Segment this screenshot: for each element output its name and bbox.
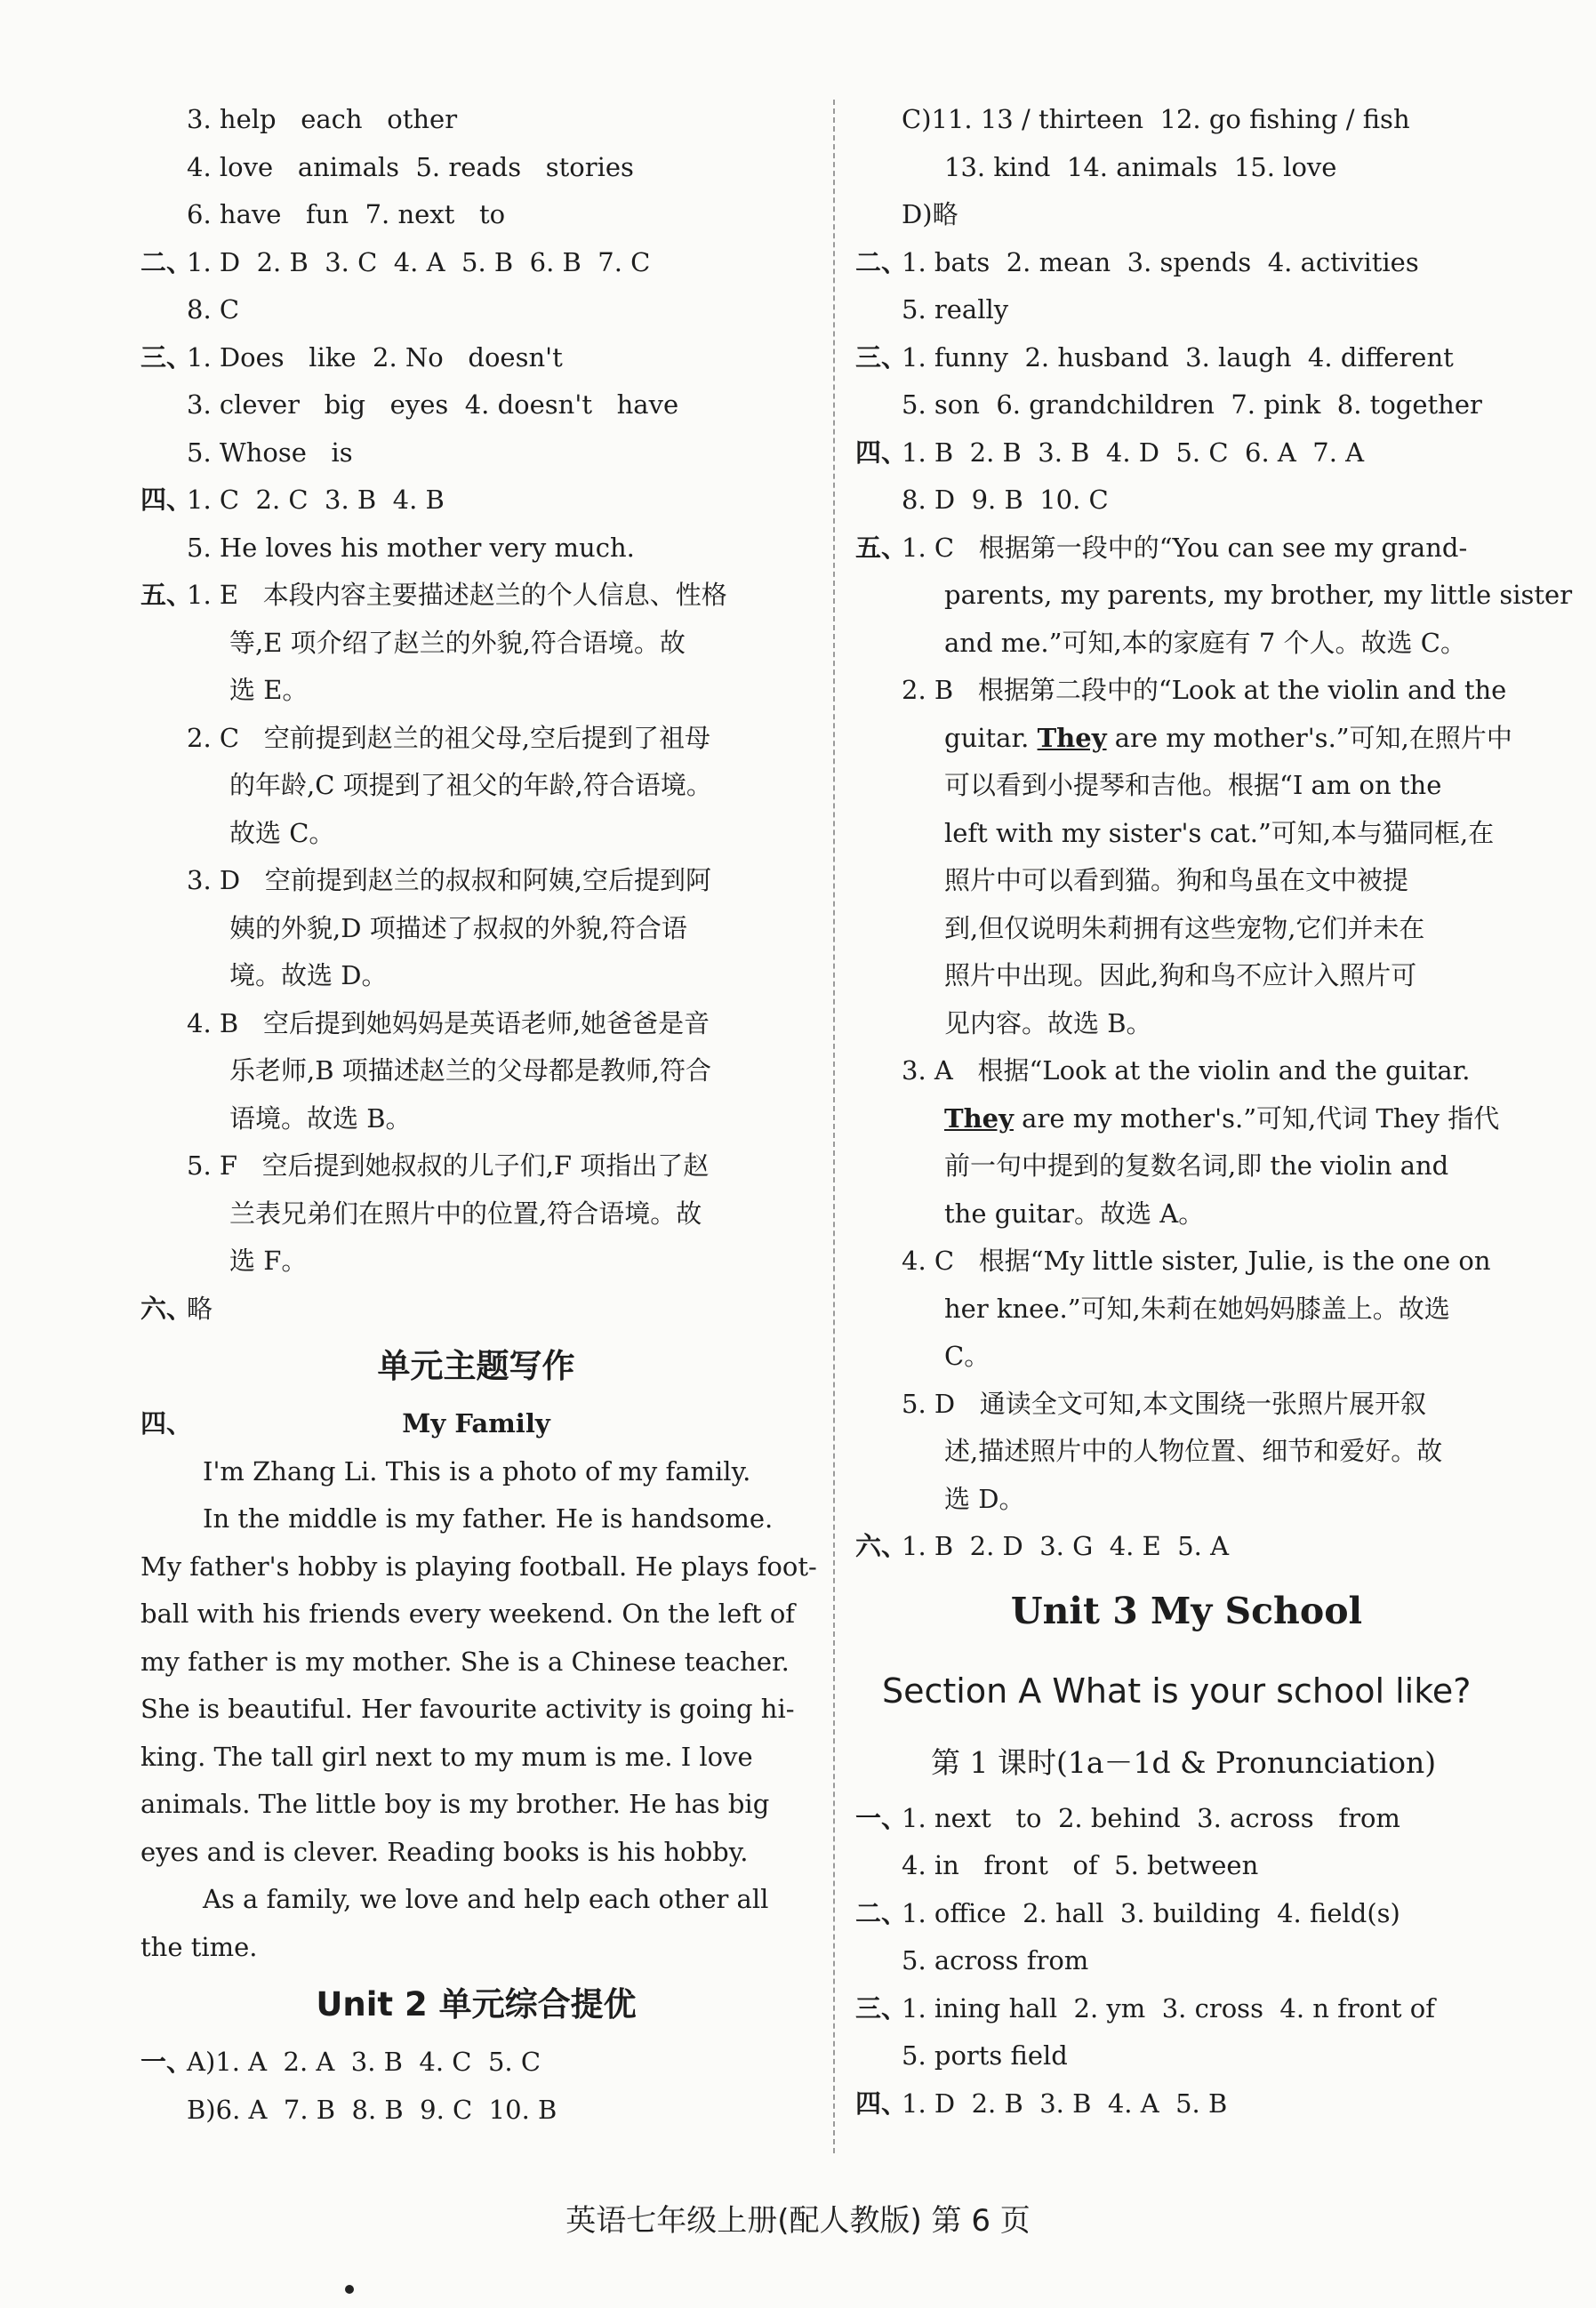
answer-text: 见内容。故选 B。 xyxy=(944,1007,1152,1038)
answer-text: 8. D 9. B 10. C xyxy=(902,485,1109,515)
answer-text: 1. bats 2. mean 3. spends 4. activities xyxy=(902,246,1419,277)
answer-line xyxy=(140,525,812,573)
answer-line xyxy=(855,952,1518,1000)
writing-heading: 单元主题写作 xyxy=(377,1347,575,1385)
answer-line xyxy=(855,239,1518,287)
answer-line xyxy=(140,1095,812,1143)
print-mark xyxy=(345,2285,354,2294)
answer-line xyxy=(855,762,1518,810)
answer-text: 1. C 2. C 3. B 4. B xyxy=(187,485,445,515)
unit2-answers xyxy=(140,2039,812,2134)
question-section-label: 四、 xyxy=(140,485,193,515)
answer-text: 5. He loves his mother very much. xyxy=(187,532,635,563)
answer-text: 1. E 本段内容主要描述赵兰的个人信息、性格 xyxy=(187,580,727,610)
answer-text: animals. The little boy is my brother. He has big xyxy=(140,1789,770,1819)
answer-text: 1. funny 2. husband 3. laugh 4. different xyxy=(902,341,1454,373)
answer-line xyxy=(140,1448,812,1496)
answer-line xyxy=(855,1890,1518,1938)
answer-text: 4. love animals 5. reads stories xyxy=(187,151,634,182)
answer-line xyxy=(140,667,812,715)
answer-line xyxy=(855,1985,1518,2033)
answer-line xyxy=(140,2087,812,2135)
answer-line xyxy=(140,477,812,525)
answer-line xyxy=(855,1523,1518,1571)
answer-line xyxy=(855,572,1573,620)
answer-line xyxy=(140,857,812,905)
answer-text: 1. B 2. D 3. G 4. E 5. A xyxy=(902,1531,1230,1561)
answer-text: 语境。故选 B。 xyxy=(229,1102,412,1134)
answer-line xyxy=(855,1095,1518,1143)
answer-line xyxy=(140,239,812,287)
answer-line xyxy=(140,1686,812,1734)
answer-text: B)6. A 7. B 8. B 9. C 10. B xyxy=(187,2094,557,2125)
answer-text: I'm Zhang Li. This is a photo of my family. xyxy=(203,1455,751,1487)
answer-line xyxy=(140,810,812,858)
answer-line xyxy=(140,620,812,668)
answer-line xyxy=(855,620,1518,668)
question-section-label: 五、 xyxy=(855,532,908,563)
answer-text: 选 E。 xyxy=(229,675,309,705)
lesson-heading: 第 1 课时(1a－1d & Pronunciation) xyxy=(931,1744,1437,1780)
question-section-label: 五、 xyxy=(140,580,193,610)
question-section-label: 二、 xyxy=(855,246,908,277)
answer-line xyxy=(140,762,812,810)
underlined-word: They xyxy=(1037,722,1107,753)
answer-text: 4. C 根据“My little sister, Julie, is the one on xyxy=(902,1246,1491,1276)
answer-text: 1. D 2. B 3. B 4. A 5. B xyxy=(902,2088,1228,2119)
answer-text: 境。故选 D。 xyxy=(229,960,388,990)
answer-text: 5. Whose is xyxy=(187,437,353,468)
answer-text: 述,描述照片中的人物位置、细节和爱好。故 xyxy=(944,1436,1443,1466)
answer-text: 姨的外貌,D 项描述了叔叔的外貌,符合语 xyxy=(229,912,687,943)
answer-text: 等,E 项介绍了赵兰的外貌,符合语境。故 xyxy=(229,627,686,658)
underlined-word: They xyxy=(944,1102,1014,1134)
answer-text: are my mother's.”可知,在照片中 xyxy=(1106,722,1512,753)
question-section-label: 一、 xyxy=(855,1802,908,1833)
question-section-label: 一、 xyxy=(140,2047,193,2077)
answer-text: A)1. A 2. A 3. B 4. C 5. C xyxy=(187,2047,541,2077)
answer-text: 略 xyxy=(187,1293,213,1324)
answer-text: ball with his friends every weekend. On the left of xyxy=(140,1599,796,1629)
answer-text: her knee.”可知,朱莉在她妈妈膝盖上。故选 xyxy=(944,1293,1450,1324)
question-section-label: 二、 xyxy=(140,246,193,277)
answer-text: eyes and is clever. Reading books is his hobby. xyxy=(140,1836,749,1867)
answer-line xyxy=(855,1428,1518,1476)
answer-line xyxy=(855,1286,1518,1334)
answer-text: 6. have fun 7. next to xyxy=(187,199,506,229)
answer-line xyxy=(855,905,1518,953)
answer-line xyxy=(855,1000,1518,1048)
answer-text: the time. xyxy=(140,1931,258,1962)
answer-line xyxy=(140,1781,812,1829)
answer-line xyxy=(140,952,812,1000)
answers-block-right xyxy=(855,96,1573,1571)
answer-line xyxy=(855,525,1518,573)
answer-text: 乐老师,B 项描述赵兰的父母都是教师,符合 xyxy=(229,1055,711,1086)
answer-line xyxy=(855,2080,1518,2128)
answer-text: C)11. 13 / thirteen 12. go fishing / fish xyxy=(902,104,1410,134)
answer-line xyxy=(140,1829,812,1877)
answer-text: 4. in front of 5. between xyxy=(902,1850,1259,1880)
essay-label: 四、 xyxy=(140,1408,193,1438)
answer-text: 3. clever big eyes 4. doesn't have xyxy=(187,389,679,420)
answer-line xyxy=(855,286,1518,334)
answer-text: parents, my parents, my brother, my little sister xyxy=(944,580,1573,610)
answer-line xyxy=(855,2032,1518,2080)
answer-text: 1. B 2. B 3. B 4. D 5. C 6. A 7. A xyxy=(902,437,1365,468)
answer-line xyxy=(140,2039,812,2087)
answer-text: 13. kind 14. animals 15. love xyxy=(944,151,1337,182)
answer-text: 的年龄,C 项提到了祖父的年龄,符合语境。 xyxy=(229,770,712,800)
section-heading: Section A What is your school like? xyxy=(882,1671,1472,1711)
answer-line xyxy=(855,1842,1518,1890)
answer-line xyxy=(855,1381,1518,1429)
answer-line xyxy=(140,191,812,239)
answer-text: 照片中出现。因此,狗和鸟不应计入照片可 xyxy=(944,960,1417,990)
answer-text: In the middle is my father. He is handsome. xyxy=(203,1503,774,1534)
answer-line xyxy=(855,429,1518,477)
answer-line xyxy=(140,334,812,382)
answer-line xyxy=(140,1591,812,1639)
answer-text: 1. ining hall 2. ym 3. cross 4. n front of xyxy=(902,1992,1435,2024)
question-section-label: 六、 xyxy=(140,1293,193,1324)
essay-title-row xyxy=(140,1400,812,1448)
answer-text: and me.”可知,本的家庭有 7 个人。故选 C。 xyxy=(944,627,1466,658)
answer-line xyxy=(855,1190,1518,1238)
answer-line xyxy=(140,1639,812,1687)
answer-line xyxy=(855,857,1518,905)
answer-line xyxy=(140,144,812,192)
answer-text: 5. F 空后提到她叔叔的儿子们,F 项指出了赵 xyxy=(187,1150,710,1181)
column-divider xyxy=(833,100,835,2153)
answer-text: 选 F。 xyxy=(229,1246,308,1276)
answer-text: She is beautiful. Her favourite activity is going hi- xyxy=(140,1694,795,1724)
answer-line xyxy=(140,96,812,144)
answer-line xyxy=(140,905,812,953)
answer-text: left with my sister's cat.”可知,本与猫同框,在 xyxy=(944,817,1495,848)
right-column xyxy=(855,96,1573,2128)
page-footer: 英语七年级上册(配人教版) 第 6 页 xyxy=(565,2203,1031,2239)
answer-line xyxy=(855,334,1518,382)
answer-line xyxy=(140,715,812,763)
question-section-label: 三、 xyxy=(140,341,193,373)
left-column xyxy=(140,96,817,2134)
answer-text: my father is my mother. She is a Chinese teacher. xyxy=(140,1646,790,1677)
answer-line xyxy=(140,1047,812,1095)
answer-text: 1. office 2. hall 3. building 4. field(s) xyxy=(902,1897,1400,1928)
answer-text: My father's hobby is playing football. He plays foot- xyxy=(140,1551,817,1582)
answer-text: 可以看到小提琴和吉他。根据“I am on the xyxy=(944,770,1442,800)
answer-text: 兰表兄弟们在照片中的位置,符合语境。故 xyxy=(229,1198,702,1229)
answer-text: 选 D。 xyxy=(944,1483,1025,1514)
answer-text: 1. Does like 2. No doesn't xyxy=(187,341,563,373)
answer-text: D)略 xyxy=(902,199,958,229)
answer-line xyxy=(140,1876,812,1924)
answer-text: 3. A 根据“Look at the violin and the guitar. xyxy=(902,1055,1471,1086)
answer-line xyxy=(855,144,1518,192)
answer-line xyxy=(855,477,1518,525)
answer-line xyxy=(855,1333,1518,1381)
answer-text: 到,但仅说明朱莉拥有这些宠物,它们并未在 xyxy=(944,912,1425,943)
answer-text: 5. ports field xyxy=(902,2040,1068,2071)
answer-line xyxy=(855,667,1518,715)
essay-body xyxy=(140,1448,817,1972)
answer-text: the guitar。故选 A。 xyxy=(944,1198,1205,1229)
answer-line xyxy=(855,1937,1518,1985)
answer-text: 故选 C。 xyxy=(229,817,335,848)
question-section-label: 四、 xyxy=(855,2088,908,2119)
answer-text: C。 xyxy=(944,1341,990,1371)
answer-line xyxy=(140,1000,812,1048)
answer-line xyxy=(140,1924,812,1972)
answer-text: 1. D 2. B 3. C 4. A 5. B 6. B 7. C xyxy=(187,246,651,277)
answer-line xyxy=(140,1190,812,1238)
answer-line xyxy=(855,1795,1518,1843)
answer-text: 2. B 根据第二段中的“Look at the violin and the xyxy=(902,675,1507,705)
unit3-heading: Unit 3 My School xyxy=(1010,1589,1363,1632)
answer-text: 5. son 6. grandchildren 7. pink 8. together xyxy=(902,389,1482,420)
answer-text: 1. C 根据第一段中的“You can see my grand- xyxy=(902,532,1468,563)
answer-line xyxy=(855,191,1518,239)
answer-line xyxy=(140,572,812,620)
question-section-label: 四、 xyxy=(855,437,908,468)
answer-line xyxy=(855,1238,1518,1286)
answer-text: 2. C 空前提到赵兰的祖父母,空后提到了祖母 xyxy=(187,722,710,753)
answer-text: 1. next to 2. behind 3. across from xyxy=(902,1802,1400,1833)
answer-text: 8. C xyxy=(187,294,240,325)
answer-text: guitar. xyxy=(944,722,1038,753)
answer-text: As a family, we love and help each other all xyxy=(203,1884,769,1914)
answer-text: are my mother's.”可知,代词 They 指代 xyxy=(1013,1102,1500,1134)
answer-text: 5. across from xyxy=(902,1945,1089,1975)
answer-text: king. The tall girl next to my mum is me. I love xyxy=(140,1741,753,1772)
answer-line xyxy=(140,1142,812,1190)
answers-block-unit3 xyxy=(855,1795,1518,2128)
answer-text: 4. B 空后提到她妈妈是英语老师,她爸爸是音 xyxy=(187,1007,710,1038)
answer-line xyxy=(855,1047,1518,1095)
answer-text: 5. D 通读全文可知,本文围绕一张照片展开叙 xyxy=(902,1388,1427,1419)
answer-line xyxy=(140,381,812,429)
answer-line xyxy=(855,381,1518,429)
essay-title: My Family xyxy=(402,1408,550,1438)
answers-block-unit2 xyxy=(140,96,812,1333)
question-section-label: 二、 xyxy=(855,1897,908,1928)
answer-text: 3. D 空前提到赵兰的叔叔和阿姨,空后提到阿 xyxy=(187,865,712,895)
answer-line xyxy=(855,1142,1518,1190)
unit2-heading: Unit 2 单元综合提优 xyxy=(316,1985,637,2024)
answer-line xyxy=(140,1734,812,1782)
answer-text: 5. really xyxy=(902,294,1009,325)
answer-line xyxy=(140,1286,812,1334)
answer-text: 3. help each other xyxy=(187,104,458,134)
answer-line xyxy=(140,1238,812,1286)
answer-text: 照片中可以看到猫。狗和鸟虽在文中被提 xyxy=(944,865,1409,895)
answer-line xyxy=(140,1543,817,1591)
answer-line xyxy=(855,810,1518,858)
answer-line xyxy=(855,715,1518,763)
answer-line xyxy=(855,96,1518,144)
question-section-label: 三、 xyxy=(855,341,908,373)
question-section-label: 六、 xyxy=(855,1531,908,1561)
answer-line xyxy=(140,429,812,477)
answer-text: 前一句中提到的复数名词,即 the violin and xyxy=(944,1150,1449,1181)
answer-line xyxy=(140,1495,812,1543)
answer-line xyxy=(140,286,812,334)
question-section-label: 三、 xyxy=(855,1992,908,2024)
answer-line xyxy=(855,1476,1518,1524)
